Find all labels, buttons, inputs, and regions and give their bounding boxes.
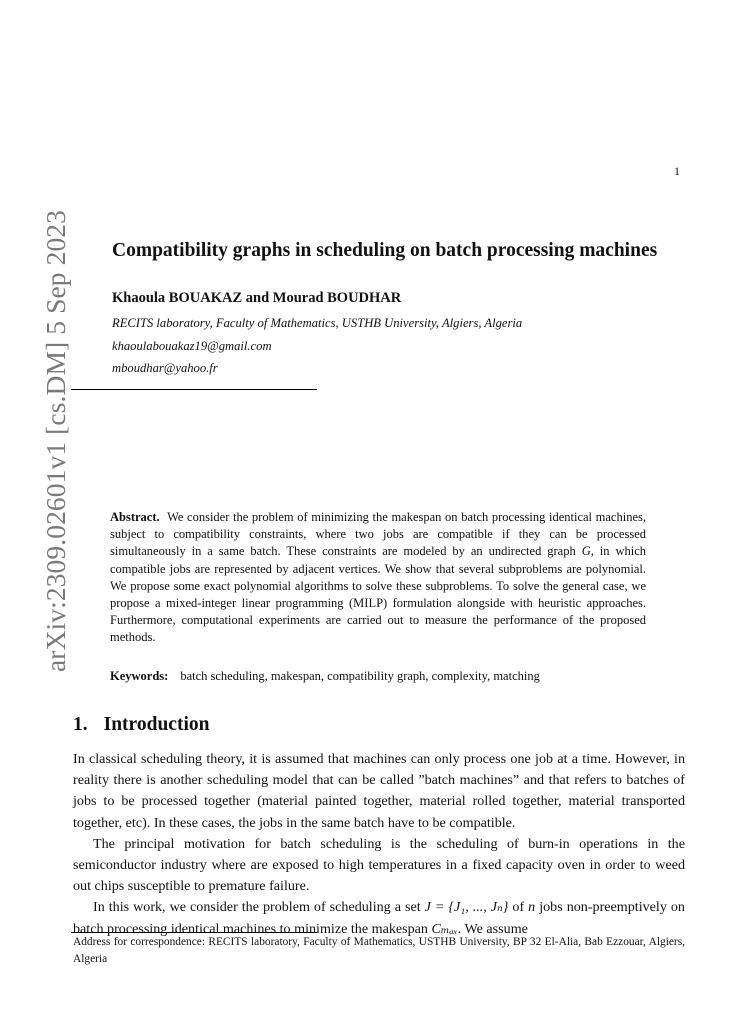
paragraph-3-text-d: . We assume — [457, 920, 528, 937]
page-number: 1 — [674, 164, 680, 178]
author-affiliation: RECITS laboratory, Faculty of Mathematics, USTHB University, Algiers, Algeria — [112, 316, 523, 330]
abstract-graph-symbol: G — [581, 544, 591, 559]
abstract-text-part-1: We consider the problem of minimizing the makespan on batch processing identical machines, subject to compatibility constraints, where two jobs are compatible if they can be processed simultaneously in a same batch. These constraints are modeled by an undirected graph — [110, 510, 646, 559]
introduction-body — [73, 749, 685, 940]
paragraph-2: The principal motivation for batch scheduling is the scheduling of burn-in operations in the semiconductor industry where are exposed to high temperatures in a fixed capacity oven in order to weed out chips susceptible to premature failure. — [73, 835, 685, 895]
abstract-text-part-2: , in which compatible jobs are represented by adjacent vertices. We show that several subproblems are polynomial. We propose some exact polynomial algorithms to solve these subproblems. To solve the general case, we propose a mixed-integer linear programming (MILP) formulation alongside with heuristic approaches. Furthermore, computational experiments are carried out to measure the performance of the proposed methods. — [110, 544, 646, 645]
footnote-divider — [71, 932, 317, 933]
paragraph-3-text-c: jobs non-preemptively on batch processing identical machines to minimize the makespan — [73, 899, 685, 937]
job-count-symbol: n — [528, 899, 536, 916]
paragraph-1: In classical scheduling theory, it is assumed that machines can only process one job at a time. However, in reality there is another scheduling model that can be called ”batch machines” and that refers to batches of jobs to be processed together (material painted together, material rolled together, material transported together, etc). In these cases, the jobs in the same batch have to be compatible. — [73, 751, 685, 831]
paragraph-3-text-b: of — [512, 899, 525, 916]
keywords-text: batch scheduling, makespan, compatibility graph, complexity, matching — [180, 669, 540, 683]
paper-title: Compatibility graphs in scheduling on batch processing machines — [112, 240, 658, 261]
section-title: Introduction — [103, 714, 210, 735]
makespan-symbol: Cₘₐₓ — [431, 920, 458, 937]
arxiv-identifier-stamp: arXiv:2309.02601v1 [cs.DM] 5 Sep 2023 — [40, 210, 71, 672]
section-number: 1. — [73, 714, 88, 735]
author-email-1: khaoulabouakaz19@gmail.com — [112, 339, 272, 353]
section-heading — [73, 714, 209, 736]
correspondence-footnote: Address for correspondence: RECITS laboratory, Faculty of Mathematics, USTHB University, BP 32 El-Alia, Bab Ezzouar, Algiers, Algeria — [73, 936, 685, 965]
job-set-formula: J = {J₁, ..., Jₙ} — [424, 899, 509, 916]
keywords-label: Keywords: — [110, 669, 169, 683]
keywords — [110, 669, 540, 684]
paragraph-3-text-a: In this work, we consider the problem of scheduling a set — [93, 899, 421, 916]
abstract — [110, 509, 646, 647]
paper-authors: Khaoula BOUAKAZ and Mourad BOUDHAR — [112, 290, 402, 306]
author-email-2: mboudhar@yahoo.fr — [112, 361, 218, 375]
header-divider — [71, 389, 317, 390]
abstract-label: Abstract. — [110, 510, 160, 524]
